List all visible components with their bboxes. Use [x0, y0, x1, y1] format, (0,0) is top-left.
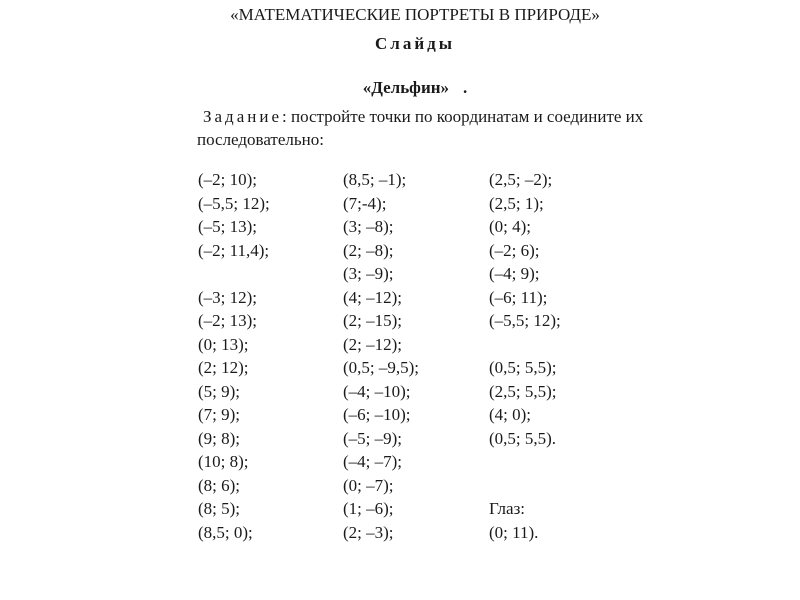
- coordinate-entry: (–4; –7);: [343, 452, 403, 471]
- coordinate-entry: (4; –12);: [343, 287, 403, 307]
- coordinate-entry: (–5; –9);: [343, 428, 403, 448]
- coordinate-entry: (–5,5; 12);: [198, 193, 270, 213]
- coordinate-entry: (2,5; 1);: [489, 193, 544, 213]
- coordinate-entry: (0,5; –9,5);: [343, 358, 420, 377]
- coordinate-entry: (10; 8);: [198, 452, 249, 471]
- blank-line: [489, 333, 561, 357]
- coordinate-entry: (8,5; –1);: [343, 170, 407, 189]
- coordinate-entry: (7;-4);: [343, 193, 387, 213]
- coordinate-entry: (–2; 13);: [198, 311, 258, 330]
- task-text: : постройте точки по координатам и соедините их: [282, 107, 644, 126]
- coordinate-entry: (8,5; 0);: [198, 522, 253, 542]
- coordinate-entry: (0; 11).: [489, 522, 539, 542]
- coordinate-entry: (3; –9);: [343, 264, 394, 283]
- coordinates-column-3: [489, 168, 561, 544]
- task-label: Задание: [203, 107, 282, 126]
- task-line-1: [203, 107, 643, 127]
- coordinate-entry: (2; –12);: [343, 334, 403, 354]
- coordinate-entry: (–4; 9);: [489, 264, 540, 283]
- document-title: «МАТЕМАТИЧЕСКИЕ ПОРТРЕТЫ В ПРИРОДЕ»: [230, 5, 600, 24]
- coordinate-entry: (2; –15);: [343, 311, 403, 330]
- coordinate-entry: (8; 5);: [198, 499, 241, 518]
- coordinate-entry: (–4; –10);: [343, 381, 411, 401]
- coordinate-entry: (–6; 11);: [489, 287, 548, 307]
- document-subtitle: Слайды: [375, 34, 455, 53]
- coordinate-entry: (9; 8);: [198, 428, 241, 448]
- blank-line: [489, 474, 561, 498]
- coordinate-entry: (2; 12);: [198, 358, 249, 377]
- blank-line: [489, 450, 561, 474]
- coordinate-entry: (1; –6);: [343, 499, 394, 518]
- coordinate-entry: (8; 6);: [198, 475, 241, 495]
- coordinates-column-1: [198, 168, 270, 544]
- coordinate-entry: (–3; 12);: [198, 287, 258, 307]
- coordinate-entry: (0; –7);: [343, 475, 394, 495]
- coordinate-entry: (2; –8);: [343, 240, 394, 260]
- coordinate-entry: (–6; –10);: [343, 405, 411, 424]
- coordinate-entry: (0; 13);: [198, 334, 249, 354]
- coordinate-entry: (0,5; 5,5).: [489, 428, 557, 448]
- coordinate-entry: (2,5; –2);: [489, 170, 553, 189]
- coordinate-entry: (4; 0);: [489, 405, 532, 424]
- coordinate-entry: (–2; 6);: [489, 240, 540, 260]
- coordinates-column-2: [343, 168, 419, 544]
- coordinate-entry: (–2; 10);: [198, 170, 258, 189]
- coordinate-entry: (5; 9);: [198, 381, 241, 401]
- coordinate-entry: (0,5; 5,5);: [489, 358, 557, 377]
- coordinate-entry: (2; –3);: [343, 522, 394, 542]
- blank-line: [198, 262, 270, 286]
- coordinate-entry: (–5,5; 12);: [489, 311, 561, 330]
- coordinate-entry: (7; 9);: [198, 405, 241, 424]
- task-line-2: последовательно:: [197, 130, 324, 149]
- coordinate-entry: (–2; 11,4);: [198, 240, 270, 260]
- coordinate-entry: (0; 4);: [489, 217, 532, 236]
- figure-name: [0, 78, 800, 98]
- coordinate-entry: (3; –8);: [343, 217, 394, 236]
- coordinate-entry: (–5; 13);: [198, 217, 258, 236]
- figure-name-mark: .: [463, 78, 468, 97]
- coordinate-entry: Глаз:: [489, 499, 526, 518]
- coordinate-entry: (2,5; 5,5);: [489, 381, 557, 401]
- figure-name-text: «Дельфин»: [362, 78, 450, 97]
